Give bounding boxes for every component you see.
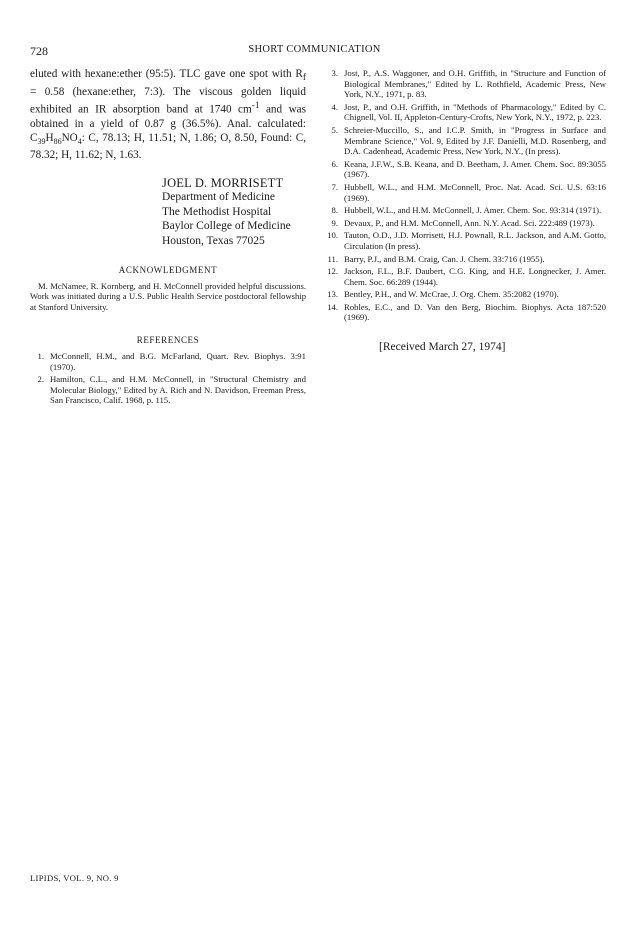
reference-number: 1. xyxy=(37,351,44,361)
reference-item xyxy=(324,159,606,180)
reference-item xyxy=(324,125,606,157)
body-text-a: eluted with hexane:ether (95:5). TLC gave one spot with R xyxy=(30,68,303,80)
reference-number: 13. xyxy=(327,289,338,300)
left-column xyxy=(30,68,306,408)
reference-number: 12. xyxy=(327,266,338,277)
received-date: [Received March 27, 1974] xyxy=(379,341,506,354)
reference-number: 2. xyxy=(37,374,44,385)
reference-item xyxy=(324,205,606,216)
reference-text: Tauton, O.D., J.D. Morrisett, H.J. Pownall, R.L. Jackson, and A.M. Gotto, Circulation (In press). xyxy=(344,230,606,251)
body-paragraph xyxy=(30,68,306,163)
reference-item xyxy=(324,102,606,123)
right-column xyxy=(324,68,606,353)
reference-item xyxy=(324,266,606,287)
formula-oxygen-count: 4 xyxy=(77,136,82,146)
reference-text: Robles, E.C., and D. Van den Berg, Biochim. Biophys. Acta 187:520 (1969). xyxy=(344,301,606,323)
reference-item xyxy=(324,218,606,229)
wavenumber-superscript: -1 xyxy=(251,101,260,112)
reference-text: Hamilton, C.L., and H.M. McConnell, in "Structural Chemistry and Molecular Biology," Edited by A. Rich and N. Davidson, Freeman Press, San Francisco, Calif. 1968, p. 115. xyxy=(50,374,306,406)
reference-number: 9. xyxy=(331,217,338,228)
reference-text: McConnell, H.M., and B.G. McFarland, Quart. Rev. Biophys. 3:91 (1970). xyxy=(50,351,306,372)
body-text-d: : C, 78.13; H, 11.51; N, 1.86; O, 8.50, Found: C, 78.32; H, 11.62; N, 1.63. xyxy=(30,131,306,161)
author-location: Houston, Texas 77025 xyxy=(162,235,265,248)
reference-item xyxy=(30,374,306,406)
reference-text: Keana, J.F.W., S.B. Keana, and D. Beetham, J. Amer. Chem. Soc. 89:3055 (1967). xyxy=(344,158,606,180)
reference-text: Bentley, P.H., and W. McCrae, J. Org. Chem. 35:2082 (1970). xyxy=(344,289,559,300)
formula-carbon-count: 39 xyxy=(37,136,46,146)
reference-list-left xyxy=(30,351,306,406)
molecular-formula xyxy=(30,132,82,144)
reference-text: Jost, P., and O.H. Griffith, in "Methods of Pharmacology," Edited by C. Chignell, Vol. II, Appleton-Century-Crofts, New York, N.Y., 1972, p. 223. xyxy=(344,101,606,123)
formula-carbon: C xyxy=(30,131,38,144)
page-number: 728 xyxy=(30,44,48,58)
author-name: JOEL D. MORRISETT xyxy=(162,175,284,190)
journal-footer: LIPIDS, VOL. 9, NO. 9 xyxy=(30,873,119,883)
reference-item xyxy=(324,182,606,203)
reference-number: 10. xyxy=(327,230,338,241)
reference-text: Hubbell, W.L., and H.M. McConnell, J. Amer. Chem. Soc. 93:314 (1971). xyxy=(344,205,602,216)
reference-number: 5. xyxy=(331,124,338,135)
reference-text: Barry, P.J., and B.M. Craig, Can. J. Chem. 33:716 (1955). xyxy=(344,253,545,264)
reference-text: Jackson, F.L., B.F. Daubert, C.G. King, and H.E. Longnecker, J. Amer. Chem. Soc. 66:289 (1944). xyxy=(344,266,606,287)
reference-number: 3. xyxy=(331,68,338,78)
reference-item xyxy=(30,351,306,372)
reference-text: Jost, P., A.S. Waggoner, and O.H. Griffith, in "Structure and Function of Biological Membranes," Edited by L. Rothfield, Academic Press, New York, N.Y., 1971, p. 83. xyxy=(344,68,606,100)
author-department: Department of Medicine xyxy=(162,191,276,204)
references-heading: REFERENCES xyxy=(136,335,200,345)
acknowledgment-text: M. McNamee, R. Kornberg, and H. McConnell provided helpful discussions. Work was initiated during a U.S. Public Health Service postdoctoral fellowship at Stanford University. xyxy=(30,280,306,313)
reference-item xyxy=(324,230,606,251)
reference-text: Devaux, P., and H.M. McConnell, Ann. N.Y. Acad. Sci. 222:489 (1973). xyxy=(344,217,595,228)
reference-number: 14. xyxy=(327,301,338,312)
reference-number: 4. xyxy=(331,101,338,112)
reference-number: 7. xyxy=(331,181,338,192)
reference-item xyxy=(324,289,606,300)
formula-hydrogen: H xyxy=(45,131,54,144)
author-hospital: The Methodist Hospital xyxy=(162,205,272,218)
reference-item xyxy=(324,302,606,323)
reference-number: 8. xyxy=(331,205,338,216)
reference-text: Schreier-Muccillo, S., and I.C.P. Smith, in "Progress in Surface and Membrane Science," Vol. 9, Edited by J.F. Danielli, M.D. Rosenberg, and D.A. Cadenhead, Academic Press, New York, N.Y., (In press). xyxy=(344,124,606,157)
reference-item xyxy=(324,68,606,100)
reference-item xyxy=(324,254,606,265)
formula-rest: NO xyxy=(61,131,78,144)
author-college: Baylor College of Medicine xyxy=(162,220,291,233)
running-head: SHORT COMMUNICATION xyxy=(248,44,381,55)
reference-list-right xyxy=(324,68,606,323)
rf-subscript: f xyxy=(302,73,306,84)
formula-hydrogen-count: 86 xyxy=(53,136,62,146)
body-text-b: = 0.58 (hexane:ether, 7:3). The viscous golden liquid exhibited an IR absorption band at 1740 cm xyxy=(30,86,306,116)
reference-text: Hubbell, W.L., and H.M. McConnell, Proc. Nat. Acad. Sci. U.S. 63:16 (1969). xyxy=(344,181,606,203)
reference-number: 11. xyxy=(327,253,338,264)
reference-number: 6. xyxy=(331,158,338,169)
acknowledgment-heading: ACKNOWLEDGMENT xyxy=(118,264,218,275)
body-text-c: and was obtained in a yield of 0.87 g (36.5%). Anal. calculated: xyxy=(30,103,306,130)
author-block xyxy=(162,176,306,249)
